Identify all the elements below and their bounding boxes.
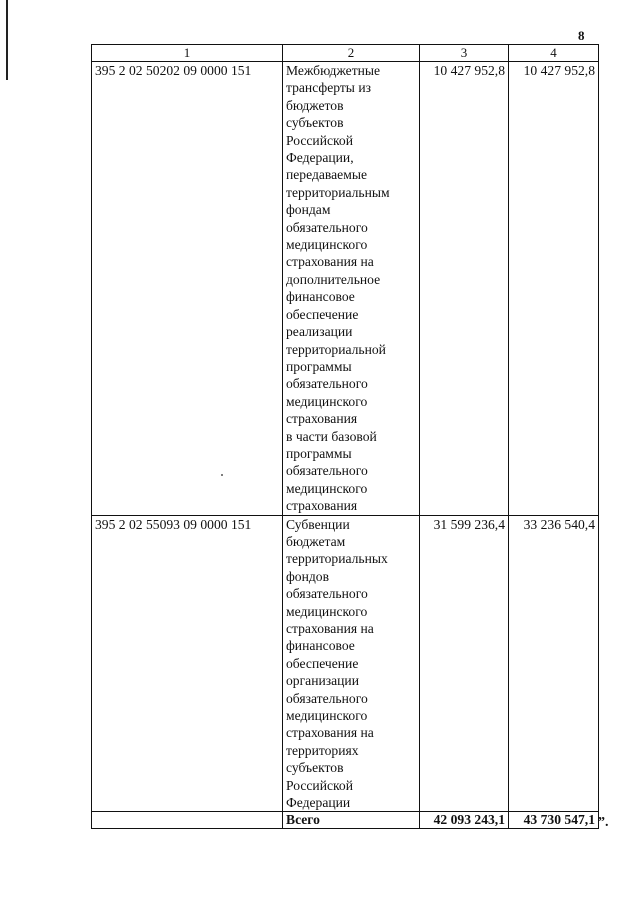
description-line: страхования (286, 411, 358, 427)
total-amount-col-3: 42 093 243,1 (420, 812, 509, 829)
table-row (92, 515, 599, 812)
description-line: территориальной (286, 341, 386, 357)
row-amount-col-3: 10 427 952,8 (420, 62, 509, 516)
header-col-3: 3 (420, 45, 509, 62)
description-line: финансовое (286, 638, 355, 654)
description-line: обеспечение (286, 655, 359, 671)
description-line: Российской (286, 777, 353, 793)
description-line: финансовое (286, 289, 355, 305)
description-line: Российской (286, 132, 353, 148)
description-line: медицинского (286, 603, 368, 619)
description-line: реализации (286, 324, 353, 340)
description-line: территориальным (286, 184, 390, 200)
description-line: фондам (286, 202, 331, 218)
header-col-1: 1 (92, 45, 283, 62)
row-amount-col-3: 31 599 236,4 (420, 515, 509, 812)
description-line: бюджетов (286, 97, 344, 113)
total-empty-cell (92, 812, 283, 829)
description-line: в части базовой (286, 428, 377, 444)
description-line: медицинского (286, 237, 368, 253)
description-line: Федерации, (286, 150, 354, 166)
row-code: 395 2 02 50202 09 0000 151 (92, 62, 283, 516)
description-line: трансферты из (286, 80, 371, 96)
budget-table (91, 44, 599, 829)
description-line: медицинского (286, 708, 368, 724)
description-line: передаваемые (286, 167, 367, 183)
table-row (92, 62, 599, 516)
header-col-4: 4 (509, 45, 599, 62)
description-line: организации (286, 673, 359, 689)
row-amount-col-4: 33 236 540,4 (509, 515, 599, 812)
row-code: 395 2 02 55093 09 0000 151 (92, 515, 283, 812)
description-line: Межбюджетные (286, 63, 381, 78)
description-line: субъектов (286, 760, 344, 776)
description-line: программы (286, 358, 352, 374)
description-line: медицинского (286, 393, 368, 409)
page-number: 8 (578, 28, 585, 43)
description-line: обеспечение (286, 306, 359, 322)
description-line: программы (286, 445, 352, 461)
row-description (283, 515, 420, 812)
description-line: Субвенции (286, 516, 350, 532)
description-line: дополнительное (286, 271, 381, 287)
description-line: бюджетам (286, 533, 346, 549)
description-line: страхования на (286, 254, 374, 270)
scan-edge-line (6, 0, 8, 80)
header-col-2: 2 (283, 45, 420, 62)
description-line: обязательного (286, 219, 368, 235)
description-line: медицинского (286, 480, 368, 496)
description-line: территориях (286, 742, 359, 758)
header-row (92, 45, 599, 62)
description-line: территориальных (286, 551, 388, 567)
description-line: субъектов (286, 115, 344, 131)
closing-quote-mark: ”. (598, 815, 609, 830)
total-row (92, 812, 599, 829)
description-line: страхования (286, 498, 358, 514)
description-line: фондов (286, 568, 330, 584)
row-description (283, 62, 420, 516)
row-amount-col-4: 10 427 952,8 (509, 62, 599, 516)
description-line: страхования на (286, 621, 374, 636)
description-line: обязательного (286, 463, 368, 479)
description-line: обязательного (286, 376, 368, 392)
description-line: Федерации (286, 795, 351, 811)
description-line: обязательного (286, 690, 368, 706)
total-amount-col-4: 43 730 547,1 (509, 812, 599, 829)
total-label: Всего (283, 812, 420, 829)
description-line: обязательного (286, 586, 368, 602)
description-line: страхования на (286, 725, 374, 741)
